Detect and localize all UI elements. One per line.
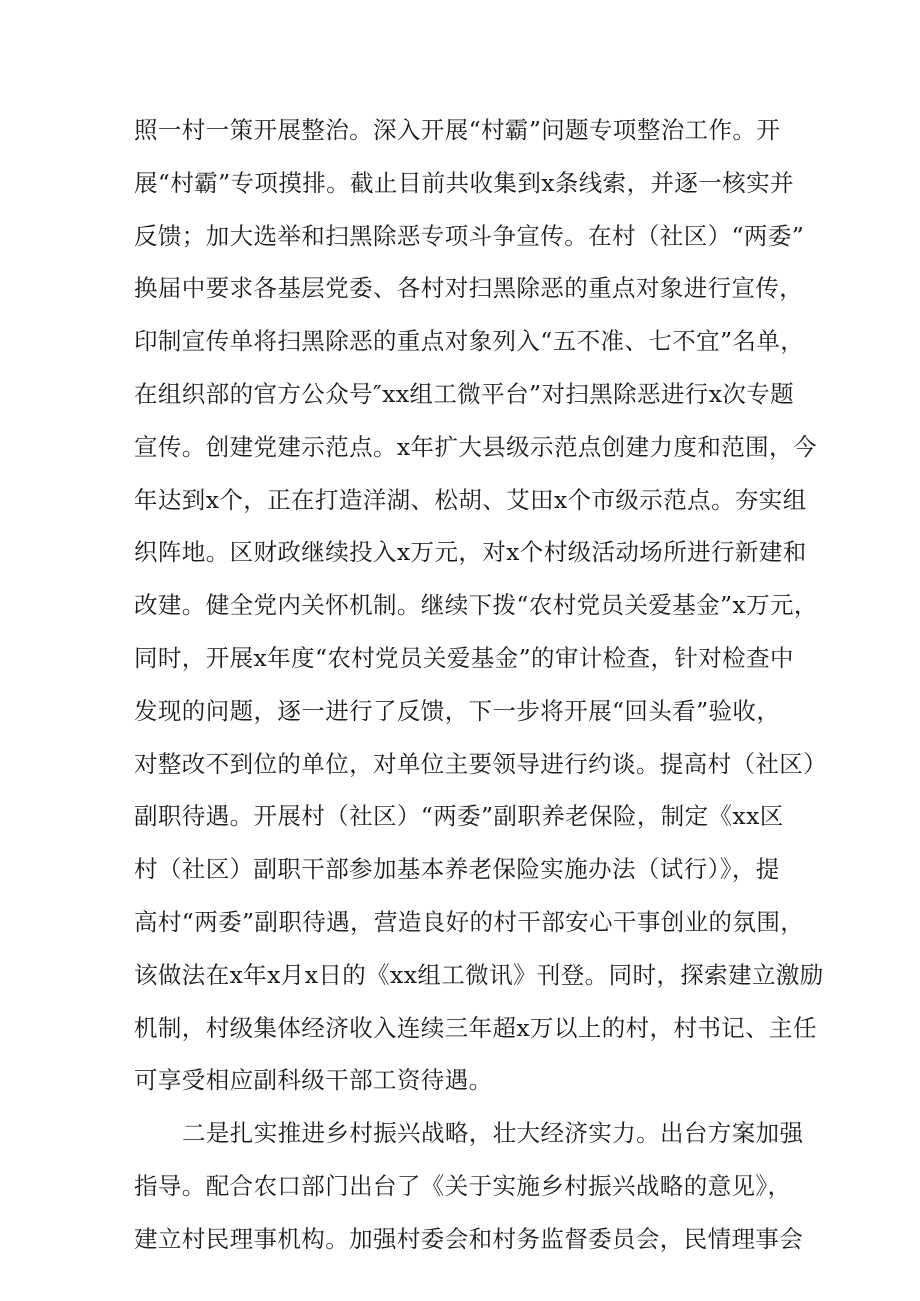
text-line: 改建。健全党内关怀机制。继续下拨“农村党员关爱基金”x万元， — [134, 591, 818, 620]
text-line: 展“村霸”专项摸排。截止目前共收集到x条线索，并逐一核实并 — [134, 168, 794, 197]
text-line: 建立村民理事机构。加强村委会和村务监督委员会，民情理事会 — [134, 1224, 804, 1253]
text-line: 照一村一策开展整治。深入开展“村霸”问题专项整治工作。开 — [134, 116, 781, 144]
text-line: 在组织部的官方公众号″xx组工微平台”对扫黑除恶进行x次专题 — [134, 379, 795, 408]
text-line: 发现的问题，逐一进行了反馈，下一步将开展“回头看”验收， — [134, 696, 781, 725]
document-body — [134, 104, 828, 1266]
text-line: 宣传。创建党建示范点。x年扩大县级示范点创建力度和范围，今 — [134, 432, 817, 461]
text-line: 副职待遇。开展村（社区）“两委”副职养老保险，制定《xx区 — [134, 802, 784, 831]
paragraph-2 — [134, 1107, 804, 1265]
text-line: 同时，开展x年度“农村党员关爱基金”的审计检查，针对检查中 — [134, 643, 794, 672]
text-line: 反馈；加大选举和扫黑除恶专项斗争宣传。在村（社区）“两委” — [134, 221, 805, 250]
paragraph-1 — [134, 104, 828, 1107]
text-line: 对整改不到位的单位，对单位主要领导进行约谈。提高村（社区） — [134, 749, 828, 778]
text-line: 换届中要求各基层党委、各村对扫黑除恶的重点对象进行宣传， — [134, 274, 804, 303]
text-line: 织阵地。区财政继续投入x万元，对x个村级活动场所进行新建和 — [134, 538, 807, 567]
text-line: 可享受相应副科级干部工资待遇。 — [134, 1066, 493, 1095]
text-line: 该做法在x年x月x日的《xx组工微讯》刊登。同时，探索建立激励 — [134, 960, 824, 989]
text-line: 村（社区）副职干部参加基本养老保险实施办法（试行）》，提 — [134, 855, 780, 884]
text-line: 指导。配合农口部门出台了《关于实施乡村振兴战略的意见》， — [134, 1171, 792, 1200]
text-line: 机制，村级集体经济收入连续三年超x万以上的村，村书记、主任 — [134, 1013, 817, 1042]
text-line: 年达到x个，正在打造洋湖、松胡、艾田x个市级示范点。夯实组 — [134, 485, 807, 514]
text-line: 印制宣传单将扫黑除恶的重点对象列入“五不准、七不宜”名单， — [134, 327, 805, 356]
text-line: 高村“两委”副职待遇，营造良好的村干部安心干事创业的氛围， — [134, 907, 805, 936]
text-line: 二是扎实推进乡村振兴战略，壮大经济实力。出台方案加强 — [182, 1119, 804, 1148]
